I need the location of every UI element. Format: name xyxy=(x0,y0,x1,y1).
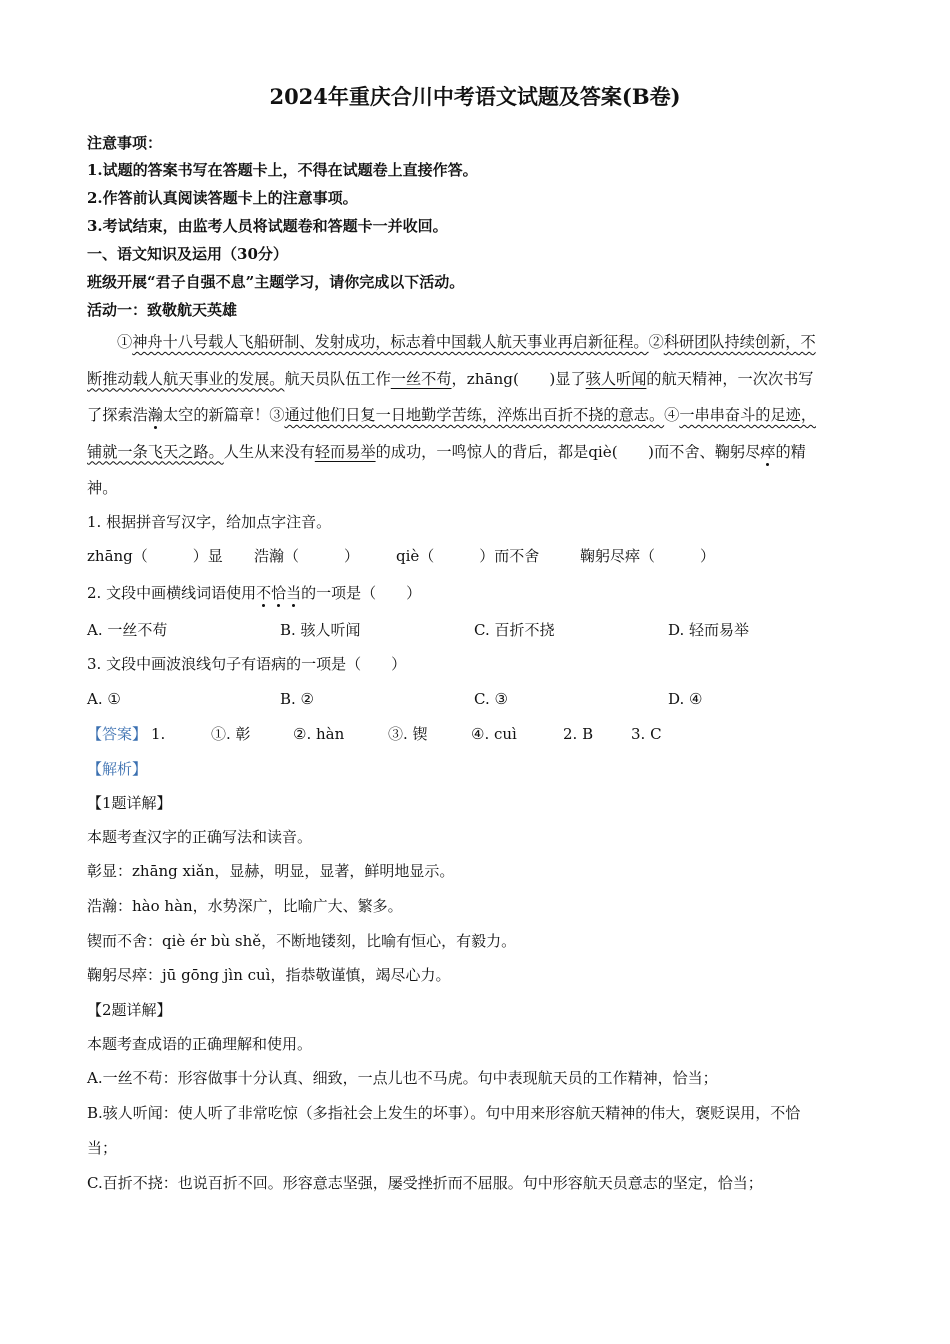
detail-2-heading: 【2题详解】 xyxy=(87,1001,172,1019)
detail-2-line: B.骇人听闻：使人听了非常吃惊（多指社会上发生的坏事）。句中用来形容航天精神的伟大，褒贬误用，不恰 xyxy=(87,1104,801,1122)
dotted-char-cui: 瘁 xyxy=(760,442,776,461)
question-1-stem: 1. 根据拼音写汉字，给加点字注音。 xyxy=(87,513,332,531)
detail-1-line: 彰显：zhāng xiǎn，显赫，明显，显著，鲜明地显示。 xyxy=(87,862,455,880)
detail-2-line: A.一丝不苟：形容做事十分认真、细致，一点儿也不马虎。句中表现航天员的工作精神，恰当； xyxy=(87,1069,718,1087)
notice-item-3: 3.考试结束，由监考人员将试题卷和答题卡一并收回。 xyxy=(87,217,448,235)
underlined-term-4: 轻而易举 xyxy=(314,442,376,461)
question-2-stem: 2. 文段中画横线词语使用不恰当的一项是（ ） xyxy=(87,584,422,602)
reading-passage: ①神舟十八号载人飞船研制、发射成功，标志着中国载人航天事业再启新征程。②科研团队持续创新，不 断推动载人航天事业的发展。航天员队伍工作一丝不苟，zhāng( )显了骇人听闻的航天精神，一次次书写 了探索浩瀚太空的新篇章！③通过他们日复一日地勤学苦练，淬炼出百折不挠的意志。④一串串奋斗的足迹， 铺就一条飞天之路。人生从来没有轻而易举的成功，一鸣惊人的背后，都是qiè( )而不舍、鞠躬尽瘁的精 神。 xyxy=(87,333,816,497)
activity-heading: 活动一：致敬航天英雄 xyxy=(87,301,238,319)
q2-option-c: C. 百折不挠 xyxy=(474,621,555,639)
underlined-term-1: 一丝不苟 xyxy=(390,369,452,388)
page-title: 2024年重庆合川中考语文试题及答案(B卷) xyxy=(269,84,681,109)
detail-1-line: 鞠躬尽瘁：jū gōng jìn cuì，指恭敬谨慎，竭尽心力。 xyxy=(87,966,451,984)
detail-2-line: 本题考查成语的正确理解和使用。 xyxy=(87,1035,313,1053)
task-intro: 班级开展“君子自强不息”主题学习，请你完成以下活动。 xyxy=(87,273,465,291)
q2-option-b: B. 骇人听闻 xyxy=(280,621,361,639)
notice-item-2: 2.作答前认真阅读答题卡上的注意事项。 xyxy=(87,189,358,207)
blank-haohan: 浩瀚（ ） xyxy=(254,547,360,565)
q3-option-a: A. ① xyxy=(87,690,121,708)
underlined-term-2: 骇人听闻 xyxy=(585,369,647,388)
question-3-stem: 3. 文段中画波浪线句子有语病的一项是（ ） xyxy=(87,655,407,673)
blank-zhang: zhāng（ ）显 xyxy=(87,547,223,565)
detail-2-line: 当； xyxy=(87,1139,118,1157)
detail-1-line: 本题考查汉字的正确写法和读音。 xyxy=(87,828,313,846)
underlined-term-3: 百折不挠 xyxy=(542,406,604,424)
blank-cui: 鞠躬尽瘁（ ） xyxy=(580,547,716,565)
q3-option-c: C. ③ xyxy=(474,690,508,708)
detail-1-line: 浩瀚：hào hàn，水势深广，比喻广大、繁多。 xyxy=(87,897,403,915)
answer-line: 【答案】 1. ①. 彰 ②. hàn ③. 锲 ④. cuì 2. B 3. C xyxy=(87,725,662,743)
detail-2-line: C.百折不挠：也说百折不回。形容意志坚强，屡受挫折而不屈服。句中形容航天员意志的坚定，恰当； xyxy=(87,1174,763,1192)
question-2-options xyxy=(87,623,867,643)
section-heading: 一、语文知识及运用（30分） xyxy=(87,245,288,263)
analysis-tag: 【解析】 xyxy=(87,760,148,778)
dotted-char-han: 瀚 xyxy=(147,406,163,424)
detail-1-heading: 【1题详解】 xyxy=(87,794,172,812)
q3-option-b: B. ② xyxy=(280,690,315,708)
notice-heading: 注意事项： xyxy=(87,134,163,152)
detail-1-line: 锲而不舍：qiè ér bù shě，不断地镂刻，比喻有恒心，有毅力。 xyxy=(87,932,517,950)
q2-option-a: A. 一丝不苟 xyxy=(87,621,168,639)
q3-option-d: D. ④ xyxy=(668,690,703,708)
blank-qie: qiè（ ）而不舍 xyxy=(396,547,540,565)
notice-item-1: 1.试题的答案书写在答题卡上，不得在试题卷上直接作答。 xyxy=(87,161,478,179)
question-1-blanks xyxy=(87,549,867,569)
answer-tag: 【答案】 xyxy=(87,725,148,743)
q2-option-d: D. 轻而易举 xyxy=(668,621,750,639)
question-3-options xyxy=(87,692,867,712)
